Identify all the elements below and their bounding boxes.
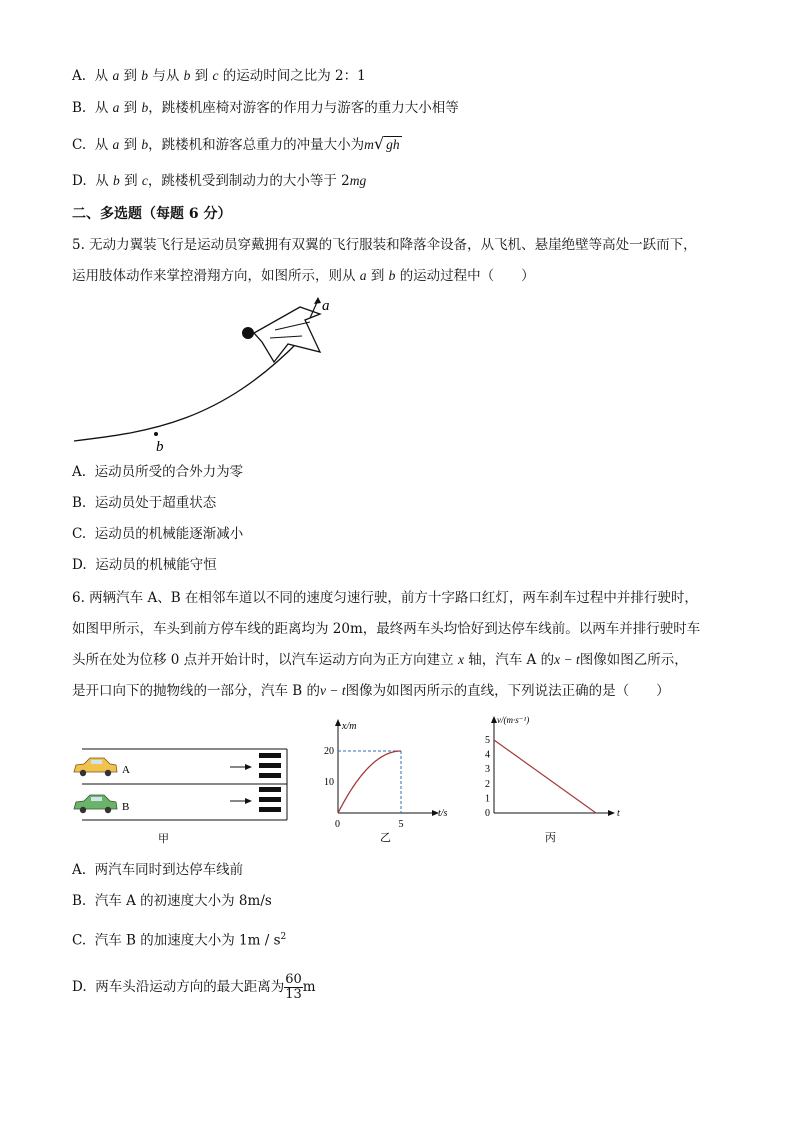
q6-option-d: D. 两车头沿运动方向的最大距离为 $\frac{60}{13}$ m: [72, 972, 316, 1002]
chart-yi-caption: 乙: [380, 832, 391, 844]
figure-jia: [70, 742, 295, 847]
x-axis-arrow-icon: [608, 810, 615, 816]
q6-option-b: B. 汽车 A 的初速度大小为 8m/s: [72, 893, 272, 909]
x-axis-label: t/s: [438, 808, 448, 819]
q5-stem-line2: 运用肢体动作来掌控滑翔方向，如图所示，则从 a 到 b 的运动过程中（ ）: [72, 268, 535, 284]
q6-stem-line1: 6. 两辆汽车 A、B 在相邻车道以不同的速度匀速行驶，前方十字路口红灯，两车刹车过程中并排行驶时，: [72, 590, 698, 606]
chart-bing-caption: 丙: [545, 832, 556, 844]
y-tick-label: 5: [485, 735, 490, 746]
y-axis-label: x/m: [342, 721, 357, 732]
arrowhead-icon: [314, 297, 321, 304]
origin-label: 0: [335, 819, 340, 830]
q6-stem-line3: 头所在处为位移 0 点并开始计时，以汽车运动方向为正方向建立 x 轴，汽车 A 的x − t图像如图乙所示，: [72, 652, 688, 668]
jumper-head-icon: [242, 327, 254, 339]
arrow-a-icon: [245, 764, 252, 770]
y-tick-label: 20: [324, 746, 334, 757]
q5-stem-line1: 5. 无动力翼装飞行是运动员穿戴拥有双翼的飞行服装和降落伞设备，从飞机、悬崖绝壁等高处一跃而下，: [72, 237, 697, 253]
y-tick-label: 4: [485, 749, 490, 761]
q4-option-a: A. 从 a 到 b 与从 b 到 c 的运动时间之比为 2：1: [72, 68, 366, 84]
y-axis-label: v/(m·s⁻¹): [497, 715, 530, 725]
figure-jia-caption: 甲: [158, 833, 169, 845]
chart-yi: [318, 715, 458, 845]
series-a-curve: [338, 751, 401, 813]
q4-option-d: D. 从 b 到 c，跳楼机受到制动力的大小等于 2mg: [72, 173, 367, 189]
arrow-b-icon: [245, 798, 252, 804]
q4-option-b: B. 从 a 到 b，跳楼机座椅对游客的作用力与游客的重力大小相等: [72, 100, 459, 116]
q6-stem-line2: 如图甲所示，车头到前方停车线的距离均为 20m，最终两车头均恰好到达停车线前。以两车并排行驶时车: [72, 621, 701, 637]
point-a-label: a: [322, 298, 330, 314]
y-tick-label: 3: [485, 764, 490, 776]
q5-option-b: B. 运动员处于超重状态: [72, 495, 217, 511]
x-tick-label: 5: [398, 819, 404, 830]
trajectory-curve: [74, 340, 300, 441]
q5-option-d: D. 运动员的机械能守恒: [72, 557, 217, 573]
y-tick-label: 1: [485, 793, 490, 805]
x-axis-label: t: [617, 808, 620, 819]
q5-option-c: C. 运动员的机械能逐渐减小: [72, 526, 244, 542]
point-b-label: b: [156, 439, 164, 455]
wingsuit-jumper-icon: [254, 307, 320, 362]
point-b-dot: [154, 432, 158, 436]
q5-figure: [70, 292, 370, 457]
q6-option-a: A. 两汽车同时到达停车线前: [72, 862, 244, 878]
section-title: 二、多选题（每题 6 分）: [72, 206, 232, 222]
q4-option-c: C. 从 a 到 b，跳楼机和游客总重力的冲量大小为m√ gh: [72, 134, 400, 153]
car-b-label: B: [122, 801, 130, 813]
y-tick-label: 2: [485, 778, 490, 790]
sqrt-sign-icon: √: [373, 134, 385, 153]
y-tick-label: 10: [324, 777, 334, 788]
chart-bing: [470, 712, 630, 845]
car-a-icon: [74, 758, 117, 776]
car-a-label: A: [122, 764, 130, 776]
y-axis-arrow-icon: [335, 719, 341, 726]
crosswalk-stripes: [259, 753, 281, 812]
q5-option-a: A. 运动员所受的合外力为零: [72, 464, 244, 480]
fraction: $\frac{60}{13}$: [285, 972, 302, 1002]
car-b-icon: [74, 795, 117, 813]
q6-stem-line4: 是开口向下的抛物线的一部分，汽车 B 的v − t图像为如图丙所示的直线，下列说法正确的是（ ）: [72, 683, 670, 699]
q6-option-c: C. 汽车 B 的加速度大小为 $1m / s^2$: [72, 932, 287, 949]
series-b-line: [494, 740, 596, 813]
origin-label: 0: [485, 808, 490, 819]
